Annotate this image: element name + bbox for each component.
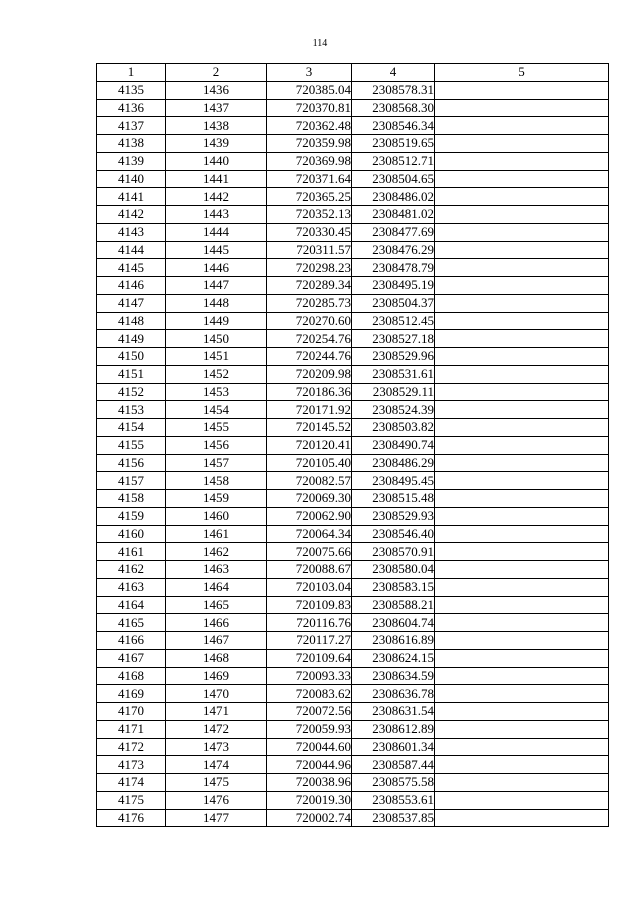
table-row [97,330,609,348]
y-coordinate-cell: 2308570.91 [352,543,435,561]
point-number-cell: 1472 [166,720,267,738]
x-coordinate-cell: 720362.48 [267,117,352,135]
x-coordinate-cell: 720062.90 [267,507,352,525]
row-number-cell: 4156 [97,454,166,472]
point-number-cell: 1444 [166,223,267,241]
table-row [97,738,609,756]
y-coordinate-cell: 2308604.74 [352,614,435,632]
note-cell [435,117,609,135]
x-coordinate-cell: 720120.41 [267,436,352,454]
table-row [97,667,609,685]
point-number-cell: 1470 [166,685,267,703]
y-coordinate-cell: 2308529.11 [352,383,435,401]
y-coordinate-cell: 2308527.18 [352,330,435,348]
row-number-cell: 4163 [97,578,166,596]
table-row [97,312,609,330]
note-cell [435,561,609,579]
row-number-cell: 4135 [97,81,166,99]
table-row [97,241,609,259]
y-coordinate-cell: 2308529.96 [352,348,435,366]
row-number-cell: 4166 [97,632,166,650]
y-coordinate-cell: 2308587.44 [352,756,435,774]
column-header-3: 3 [267,64,352,82]
point-number-cell: 1468 [166,649,267,667]
table-row [97,206,609,224]
row-number-cell: 4176 [97,809,166,827]
point-number-cell: 1460 [166,507,267,525]
table-row [97,365,609,383]
note-cell [435,206,609,224]
y-coordinate-cell: 2308601.34 [352,738,435,756]
note-cell [435,791,609,809]
row-number-cell: 4143 [97,223,166,241]
row-number-cell: 4148 [97,312,166,330]
x-coordinate-cell: 720370.81 [267,99,352,117]
table-row [97,277,609,295]
row-number-cell: 4153 [97,401,166,419]
table-row [97,703,609,721]
note-cell [435,188,609,206]
x-coordinate-cell: 720044.60 [267,738,352,756]
point-number-cell: 1475 [166,774,267,792]
row-number-cell: 4164 [97,596,166,614]
note-cell [435,419,609,437]
column-header-2: 2 [166,64,267,82]
x-coordinate-cell: 720209.98 [267,365,352,383]
y-coordinate-cell: 2308524.39 [352,401,435,419]
x-coordinate-cell: 720019.30 [267,791,352,809]
note-cell [435,312,609,330]
x-coordinate-cell: 720105.40 [267,454,352,472]
row-number-cell: 4167 [97,649,166,667]
point-number-cell: 1441 [166,170,267,188]
table-row [97,507,609,525]
x-coordinate-cell: 720109.83 [267,596,352,614]
y-coordinate-cell: 2308477.69 [352,223,435,241]
point-number-cell: 1456 [166,436,267,454]
note-cell [435,685,609,703]
table-row [97,383,609,401]
x-coordinate-cell: 720082.57 [267,472,352,490]
y-coordinate-cell: 2308553.61 [352,791,435,809]
y-coordinate-cell: 2308546.34 [352,117,435,135]
y-coordinate-cell: 2308612.89 [352,720,435,738]
row-number-cell: 4138 [97,135,166,153]
x-coordinate-cell: 720044.96 [267,756,352,774]
table-row [97,649,609,667]
note-cell [435,365,609,383]
x-coordinate-cell: 720083.62 [267,685,352,703]
table-row [97,454,609,472]
note-cell [435,259,609,277]
note-cell [435,614,609,632]
note-cell [435,472,609,490]
note-cell [435,774,609,792]
table-row [97,294,609,312]
x-coordinate-cell: 720038.96 [267,774,352,792]
table-row [97,809,609,827]
x-coordinate-cell: 720298.23 [267,259,352,277]
x-coordinate-cell: 720171.92 [267,401,352,419]
note-cell [435,578,609,596]
page-number: 114 [312,38,328,49]
point-number-cell: 1450 [166,330,267,348]
row-number-cell: 4152 [97,383,166,401]
y-coordinate-cell: 2308486.29 [352,454,435,472]
x-coordinate-cell: 720270.60 [267,312,352,330]
note-cell [435,596,609,614]
x-coordinate-cell: 720289.34 [267,277,352,295]
table-row [97,170,609,188]
point-number-cell: 1471 [166,703,267,721]
point-number-cell: 1440 [166,152,267,170]
note-cell [435,436,609,454]
table-row [97,259,609,277]
row-number-cell: 4154 [97,419,166,437]
x-coordinate-cell: 720371.64 [267,170,352,188]
table-row [97,348,609,366]
note-cell [435,632,609,650]
point-number-cell: 1465 [166,596,267,614]
x-coordinate-cell: 720186.36 [267,383,352,401]
point-number-cell: 1438 [166,117,267,135]
x-coordinate-cell: 720254.76 [267,330,352,348]
x-coordinate-cell: 720088.67 [267,561,352,579]
row-number-cell: 4160 [97,525,166,543]
row-number-cell: 4149 [97,330,166,348]
table-row [97,756,609,774]
point-number-cell: 1453 [166,383,267,401]
table-body [97,81,609,827]
point-number-cell: 1457 [166,454,267,472]
y-coordinate-cell: 2308512.45 [352,312,435,330]
x-coordinate-cell: 720064.34 [267,525,352,543]
row-number-cell: 4136 [97,99,166,117]
y-coordinate-cell: 2308478.79 [352,259,435,277]
note-cell [435,738,609,756]
y-coordinate-cell: 2308503.82 [352,419,435,437]
point-number-cell: 1467 [166,632,267,650]
row-number-cell: 4169 [97,685,166,703]
y-coordinate-cell: 2308588.21 [352,596,435,614]
note-cell [435,649,609,667]
note-cell [435,348,609,366]
x-coordinate-cell: 720145.52 [267,419,352,437]
row-number-cell: 4155 [97,436,166,454]
note-cell [435,490,609,508]
point-number-cell: 1473 [166,738,267,756]
note-cell [435,809,609,827]
table-row [97,152,609,170]
note-cell [435,223,609,241]
row-number-cell: 4140 [97,170,166,188]
note-cell [435,277,609,295]
table-row [97,596,609,614]
table-header-row [97,64,609,82]
column-header-5: 5 [435,64,609,82]
y-coordinate-cell: 2308631.54 [352,703,435,721]
note-cell [435,330,609,348]
point-number-cell: 1463 [166,561,267,579]
point-number-cell: 1439 [166,135,267,153]
note-cell [435,667,609,685]
point-number-cell: 1445 [166,241,267,259]
point-number-cell: 1476 [166,791,267,809]
y-coordinate-cell: 2308512.71 [352,152,435,170]
note-cell [435,756,609,774]
row-number-cell: 4142 [97,206,166,224]
y-coordinate-cell: 2308495.45 [352,472,435,490]
point-number-cell: 1477 [166,809,267,827]
y-coordinate-cell: 2308616.89 [352,632,435,650]
x-coordinate-cell: 720311.57 [267,241,352,259]
x-coordinate-cell: 720117.27 [267,632,352,650]
row-number-cell: 4162 [97,561,166,579]
x-coordinate-cell: 720244.76 [267,348,352,366]
x-coordinate-cell: 720365.25 [267,188,352,206]
note-cell [435,383,609,401]
y-coordinate-cell: 2308575.58 [352,774,435,792]
point-number-cell: 1469 [166,667,267,685]
y-coordinate-cell: 2308580.04 [352,561,435,579]
point-number-cell: 1449 [166,312,267,330]
row-number-cell: 4145 [97,259,166,277]
y-coordinate-cell: 2308583.15 [352,578,435,596]
y-coordinate-cell: 2308504.37 [352,294,435,312]
column-header-1: 1 [97,64,166,82]
point-number-cell: 1459 [166,490,267,508]
row-number-cell: 4171 [97,720,166,738]
table-row [97,543,609,561]
y-coordinate-cell: 2308546.40 [352,525,435,543]
note-cell [435,720,609,738]
point-number-cell: 1461 [166,525,267,543]
note-cell [435,543,609,561]
table-row [97,117,609,135]
note-cell [435,454,609,472]
row-number-cell: 4172 [97,738,166,756]
row-number-cell: 4161 [97,543,166,561]
point-number-cell: 1474 [166,756,267,774]
row-number-cell: 4151 [97,365,166,383]
table-row [97,632,609,650]
y-coordinate-cell: 2308578.31 [352,81,435,99]
table-row [97,561,609,579]
row-number-cell: 4150 [97,348,166,366]
table-row [97,99,609,117]
note-cell [435,525,609,543]
y-coordinate-cell: 2308634.59 [352,667,435,685]
row-number-cell: 4158 [97,490,166,508]
x-coordinate-cell: 720109.64 [267,649,352,667]
table-row [97,720,609,738]
y-coordinate-cell: 2308636.78 [352,685,435,703]
row-number-cell: 4141 [97,188,166,206]
table-row [97,188,609,206]
y-coordinate-cell: 2308515.48 [352,490,435,508]
x-coordinate-cell: 720352.13 [267,206,352,224]
point-number-cell: 1464 [166,578,267,596]
table-row [97,490,609,508]
row-number-cell: 4157 [97,472,166,490]
row-number-cell: 4146 [97,277,166,295]
x-coordinate-cell: 720072.56 [267,703,352,721]
note-cell [435,81,609,99]
x-coordinate-cell: 720285.73 [267,294,352,312]
y-coordinate-cell: 2308490.74 [352,436,435,454]
table-row [97,419,609,437]
table-row [97,685,609,703]
point-number-cell: 1446 [166,259,267,277]
note-cell [435,135,609,153]
x-coordinate-cell: 720369.98 [267,152,352,170]
x-coordinate-cell: 720330.45 [267,223,352,241]
row-number-cell: 4137 [97,117,166,135]
table-row [97,791,609,809]
y-coordinate-cell: 2308529.93 [352,507,435,525]
point-number-cell: 1436 [166,81,267,99]
note-cell [435,507,609,525]
point-number-cell: 1437 [166,99,267,117]
table-row [97,81,609,99]
row-number-cell: 4139 [97,152,166,170]
x-coordinate-cell: 720075.66 [267,543,352,561]
y-coordinate-cell: 2308504.65 [352,170,435,188]
point-number-cell: 1447 [166,277,267,295]
note-cell [435,294,609,312]
y-coordinate-cell: 2308568.30 [352,99,435,117]
y-coordinate-cell: 2308537.85 [352,809,435,827]
x-coordinate-cell: 720069.30 [267,490,352,508]
point-number-cell: 1462 [166,543,267,561]
point-number-cell: 1455 [166,419,267,437]
y-coordinate-cell: 2308486.02 [352,188,435,206]
y-coordinate-cell: 2308531.61 [352,365,435,383]
table-row [97,436,609,454]
y-coordinate-cell: 2308624.15 [352,649,435,667]
row-number-cell: 4147 [97,294,166,312]
row-number-cell: 4170 [97,703,166,721]
point-number-cell: 1448 [166,294,267,312]
row-number-cell: 4173 [97,756,166,774]
row-number-cell: 4144 [97,241,166,259]
note-cell [435,401,609,419]
note-cell [435,703,609,721]
row-number-cell: 4159 [97,507,166,525]
x-coordinate-cell: 720116.76 [267,614,352,632]
x-coordinate-cell: 720359.98 [267,135,352,153]
table-row [97,135,609,153]
y-coordinate-cell: 2308495.19 [352,277,435,295]
point-number-cell: 1451 [166,348,267,366]
point-number-cell: 1442 [166,188,267,206]
table-row [97,472,609,490]
point-number-cell: 1466 [166,614,267,632]
column-header-4: 4 [352,64,435,82]
table-row [97,401,609,419]
table-row [97,774,609,792]
table-row [97,525,609,543]
table-row [97,578,609,596]
x-coordinate-cell: 720059.93 [267,720,352,738]
row-number-cell: 4168 [97,667,166,685]
x-coordinate-cell: 720002.74 [267,809,352,827]
point-number-cell: 1443 [166,206,267,224]
note-cell [435,152,609,170]
point-number-cell: 1454 [166,401,267,419]
table-row [97,614,609,632]
row-number-cell: 4174 [97,774,166,792]
x-coordinate-cell: 720093.33 [267,667,352,685]
note-cell [435,170,609,188]
coordinates-table [96,63,609,827]
point-number-cell: 1452 [166,365,267,383]
x-coordinate-cell: 720385.04 [267,81,352,99]
row-number-cell: 4165 [97,614,166,632]
row-number-cell: 4175 [97,791,166,809]
point-number-cell: 1458 [166,472,267,490]
table-row [97,223,609,241]
note-cell [435,241,609,259]
x-coordinate-cell: 720103.04 [267,578,352,596]
y-coordinate-cell: 2308519.65 [352,135,435,153]
y-coordinate-cell: 2308476.29 [352,241,435,259]
y-coordinate-cell: 2308481.02 [352,206,435,224]
note-cell [435,99,609,117]
